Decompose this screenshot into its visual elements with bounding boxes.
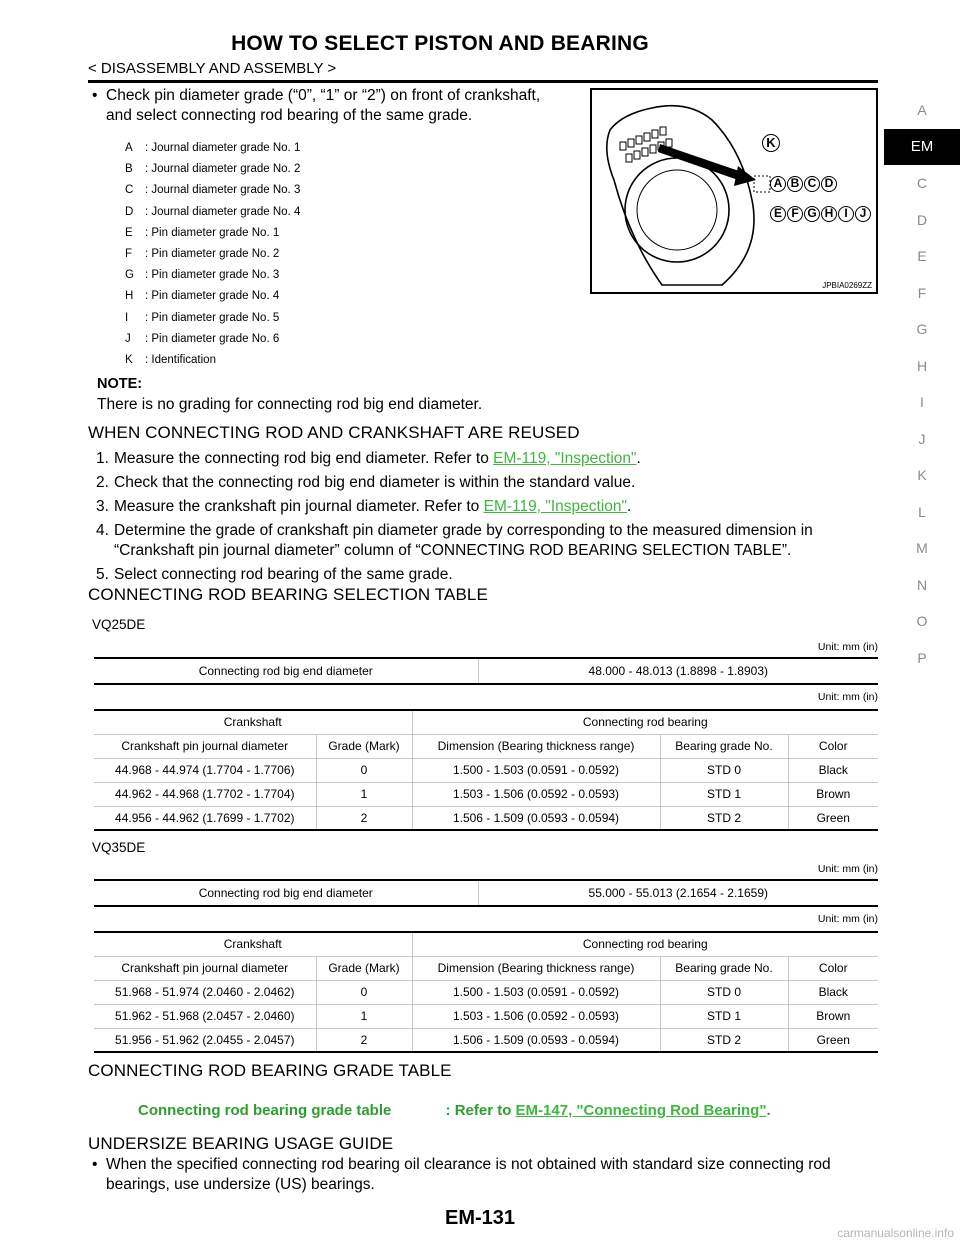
side-index-n[interactable]: N	[916, 576, 928, 593]
side-index	[884, 92, 960, 676]
column-group-bearing: Connecting rod bearing	[412, 710, 878, 734]
legend-item: D : Journal diameter grade No. 4	[125, 205, 301, 218]
callout-k-icon: K	[762, 134, 780, 152]
side-index-o[interactable]: O	[916, 613, 928, 629]
side-index-i[interactable]: I	[920, 394, 924, 410]
vq35de-selection-table	[94, 931, 878, 1053]
column-header: Grade (Mark)	[316, 734, 412, 758]
legend-item: E : Pin diameter grade No. 1	[125, 226, 280, 239]
side-index-j[interactable]: J	[918, 430, 926, 447]
callout-i-icon: I	[838, 206, 854, 222]
grade-table-label: Connecting rod bearing grade table	[138, 1102, 392, 1119]
vq35de-big-end-table	[94, 879, 878, 907]
column-header: Crankshaft pin journal diameter	[94, 734, 316, 758]
legend-item: J : Pin diameter grade No. 6	[125, 332, 280, 345]
callout-a-icon: A	[770, 176, 786, 192]
legend-item: K : Identification	[125, 353, 216, 366]
unit-label: Unit: mm (in)	[817, 641, 878, 653]
grade-table-refer: : Refer to	[445, 1102, 516, 1119]
column-header: Bearing grade No.	[660, 956, 788, 980]
side-index-m[interactable]: M	[916, 540, 928, 556]
header-rule	[88, 80, 878, 83]
engine-vq25de: VQ25DE	[92, 617, 146, 632]
section-subtitle: < DISASSEMBLY AND ASSEMBLY >	[88, 60, 337, 77]
heading-undersize: UNDERSIZE BEARING USAGE GUIDE	[88, 1134, 394, 1153]
list-item: 5. Select connecting rod bearing of the same grade.	[96, 566, 453, 583]
figure-id: JPBIA0269ZZ	[822, 281, 872, 290]
table-row: 51.962 - 51.968 (2.0457 - 2.0460) 1 1.503 - 1.506 (0.0592 - 0.0593) STD 1 Brown	[94, 1004, 878, 1028]
bullet-icon: •	[92, 87, 98, 104]
legend-item: F : Pin diameter grade No. 2	[125, 247, 280, 260]
reuse-steps	[96, 449, 878, 589]
big-end-label: Connecting rod big end diameter	[94, 658, 478, 684]
note-label: NOTE:	[97, 376, 143, 392]
callout-j-icon: J	[855, 206, 871, 222]
side-index-g[interactable]: G	[916, 321, 928, 337]
heading-grade-table: CONNECTING ROD BEARING GRADE TABLE	[88, 1061, 452, 1080]
heading-selection-table: CONNECTING ROD BEARING SELECTION TABLE	[88, 585, 488, 604]
column-header: Grade (Mark)	[316, 956, 412, 980]
column-header: Bearing grade No.	[660, 734, 788, 758]
figure-legend	[125, 138, 300, 371]
side-index-d[interactable]: D	[916, 211, 928, 228]
undersize-line-2: bearings, use undersize (US) bearings.	[106, 1176, 375, 1193]
page-number: EM-131	[444, 1207, 516, 1229]
callout-f-icon: F	[787, 206, 803, 222]
column-header: Crankshaft pin journal diameter	[94, 956, 316, 980]
side-index-p[interactable]: P	[917, 649, 927, 666]
callout-c-icon: C	[804, 176, 820, 192]
side-index-h[interactable]: H	[916, 357, 928, 374]
unit-label: Unit: mm (in)	[817, 691, 878, 703]
big-end-value: 48.000 - 48.013 (1.8898 - 1.8903)	[478, 658, 878, 684]
list-item: 3. Measure the crankshaft pin journal diameter. Refer to EM-119, "Inspection".	[96, 498, 632, 515]
table-row: 51.968 - 51.974 (2.0460 - 2.0462) 0 1.500 - 1.503 (0.0591 - 0.0592) STD 0 Black	[94, 980, 878, 1004]
legend-item: A : Journal diameter grade No. 1	[125, 142, 301, 154]
table-row: 44.956 - 44.962 (1.7699 - 1.7702) 2 1.506 - 1.509 (0.0593 - 0.0594) STD 2 Green	[94, 806, 878, 830]
list-item: 1. Measure the connecting rod big end diameter. Refer to EM-119, "Inspection".	[96, 450, 641, 467]
engine-vq35de: VQ35DE	[92, 840, 146, 855]
vq25de-selection-table	[94, 709, 878, 831]
link-em-119-inspection[interactable]: EM-119, "Inspection"	[493, 450, 637, 467]
page-title: HOW TO SELECT PISTON AND BEARING	[231, 32, 649, 55]
unit-label: Unit: mm (in)	[817, 863, 878, 875]
callout-d-icon: D	[821, 176, 837, 192]
column-header: Color	[788, 734, 878, 758]
side-index-e[interactable]: E	[917, 248, 927, 264]
bullet-icon: •	[92, 1156, 98, 1173]
legend-item: C : Journal diameter grade No. 3	[125, 184, 301, 197]
column-header: Color	[788, 956, 878, 980]
intro-line-1: Check pin diameter grade (“0”, “1” or “2”) on front of crankshaft,	[106, 87, 541, 104]
column-header: Dimension (Bearing thickness range)	[412, 956, 660, 980]
watermark: carmanualsonline.info	[837, 1226, 954, 1240]
legend-item: I : Pin diameter grade No. 5	[125, 311, 280, 324]
callout-b-icon: B	[787, 176, 803, 192]
link-em-119-inspection[interactable]: EM-119, "Inspection"	[483, 498, 628, 515]
grade-table-reference: Connecting rod bearing grade table : Refer to EM-147, "Connecting Rod Bearing".	[138, 1102, 771, 1119]
pin-grade-row	[770, 206, 871, 222]
list-item: 4. Determine the grade of crankshaft pin diameter grade by corresponding to the measured dimension in “Crankshaft pin journal diameter” column of “CONNECTING ROD BEARING SELECTION TABLE”.	[96, 522, 813, 559]
intro-bullet-paragraph	[92, 86, 582, 126]
vq25de-big-end-table	[94, 657, 878, 685]
big-end-value: 55.000 - 55.013 (2.1654 - 2.1659)	[478, 880, 878, 906]
column-group-crankshaft: Crankshaft	[94, 710, 412, 734]
callout-h-icon: H	[821, 206, 837, 222]
list-item: 2. Check that the connecting rod big end diameter is within the standard value.	[96, 474, 636, 491]
side-index-l[interactable]: L	[918, 503, 926, 520]
table-row: 44.962 - 44.968 (1.7702 - 1.7704) 1 1.503 - 1.506 (0.0592 - 0.0593) STD 1 Brown	[94, 782, 878, 806]
side-index-f[interactable]: F	[917, 284, 927, 301]
undersize-bullet-paragraph	[92, 1155, 882, 1195]
journal-grade-row	[770, 176, 837, 192]
side-index-em[interactable]: EM	[884, 129, 960, 166]
legend-item: H : Pin diameter grade No. 4	[125, 290, 280, 303]
intro-line-2: and select connecting rod bearing of the same grade.	[106, 107, 473, 124]
column-group-crankshaft: Crankshaft	[94, 932, 412, 956]
side-index-k[interactable]: K	[917, 467, 927, 483]
callout-g-icon: G	[804, 206, 820, 222]
heading-reuse: WHEN CONNECTING ROD AND CRANKSHAFT ARE REUSED	[88, 423, 580, 442]
table-row: 44.968 - 44.974 (1.7704 - 1.7706) 0 1.500 - 1.503 (0.0591 - 0.0592) STD 0 Black	[94, 758, 878, 782]
table-row: 51.956 - 51.962 (2.0455 - 2.0457) 2 1.506 - 1.509 (0.0593 - 0.0594) STD 2 Green	[94, 1028, 878, 1052]
crankshaft-grade-figure	[590, 88, 878, 294]
link-em-147-connecting-rod-bearing[interactable]: EM-147, "Connecting Rod Bearing"	[515, 1102, 767, 1119]
unit-label: Unit: mm (in)	[817, 913, 878, 925]
callout-e-icon: E	[770, 206, 786, 222]
big-end-label: Connecting rod big end diameter	[94, 880, 478, 906]
side-index-a[interactable]: A	[917, 102, 927, 118]
side-index-c[interactable]: C	[916, 175, 928, 191]
column-group-bearing: Connecting rod bearing	[412, 932, 878, 956]
column-header: Dimension (Bearing thickness range)	[412, 734, 660, 758]
note-text: There is no grading for connecting rod big end diameter.	[97, 396, 483, 413]
undersize-line-1: When the specified connecting rod bearing oil clearance is not obtained with standard size connecting rod	[106, 1156, 831, 1173]
legend-item: G : Pin diameter grade No. 3	[125, 269, 280, 282]
legend-item: B : Journal diameter grade No. 2	[125, 163, 301, 176]
